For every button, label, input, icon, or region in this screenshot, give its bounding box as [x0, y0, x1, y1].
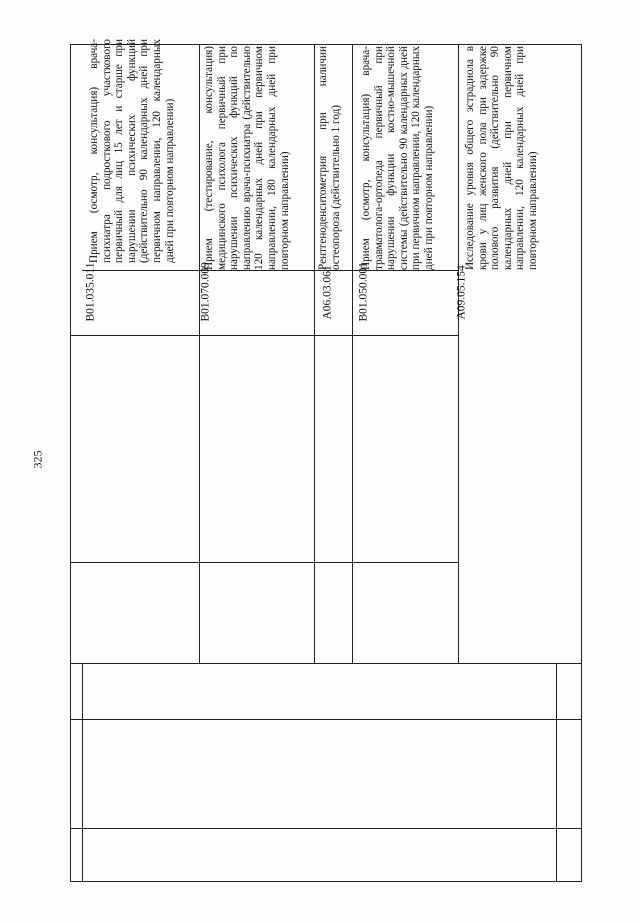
service-description: Прием (осмотр, консультация) врача-травматолога-ортопеда первичный при нарушении функции костно-мышечной системы (действительно 90 календарных дней при первичном направлении, 120 календарных дней при повторном направлении): [360, 46, 435, 270]
service-code: B01.035.011: [84, 262, 97, 322]
rule-h-2: [70, 663, 582, 664]
service-description: Прием (осмотр, консультация) врача-психиатра подросткового участкового первичный для лиц 15 лет и старше при нарушении психических функций (действительно 90 календарных дней при первичном направлении, 120 календарных дней при повторном направлении): [88, 39, 176, 263]
service-code: B01.070.009: [199, 262, 212, 322]
rule-v-4: [458, 44, 459, 663]
service-code: A09.05.154: [455, 265, 468, 320]
service-code: B01.050.001: [357, 262, 370, 322]
rule-v-2: [314, 44, 315, 663]
service-code: A06.03.061: [321, 265, 334, 320]
page-number: 325: [30, 450, 45, 469]
rule-v-1: [199, 44, 200, 663]
rule-h-3: [70, 719, 582, 720]
rule-h-1: [70, 562, 458, 563]
rule-v-5: [556, 663, 557, 882]
rule-h-code: [82, 270, 458, 271]
service-description: Рентгеноденситометрия при наличии остеопороза (действительно 1 год): [317, 46, 342, 270]
service-description: Прием (тестирование, консультация) медицинского психолога первичный при нарушении психических функций по направлению врача-психиатра (действительно 120 календарных дней при первичном направлении, 180 календарных дней при повторном направлении): [203, 46, 291, 270]
rule-h-4: [70, 828, 582, 829]
rule-v-3: [352, 44, 353, 663]
rule-v-6: [82, 663, 83, 882]
service-description: Исследование уровня общего эстрадиола в крови у лиц женского пола при задержке полового развития (действительно 90 календарных дней при первичном направлении, 120 календарных дней при повторном направлении): [464, 46, 539, 270]
rule-h-5: [70, 335, 458, 336]
